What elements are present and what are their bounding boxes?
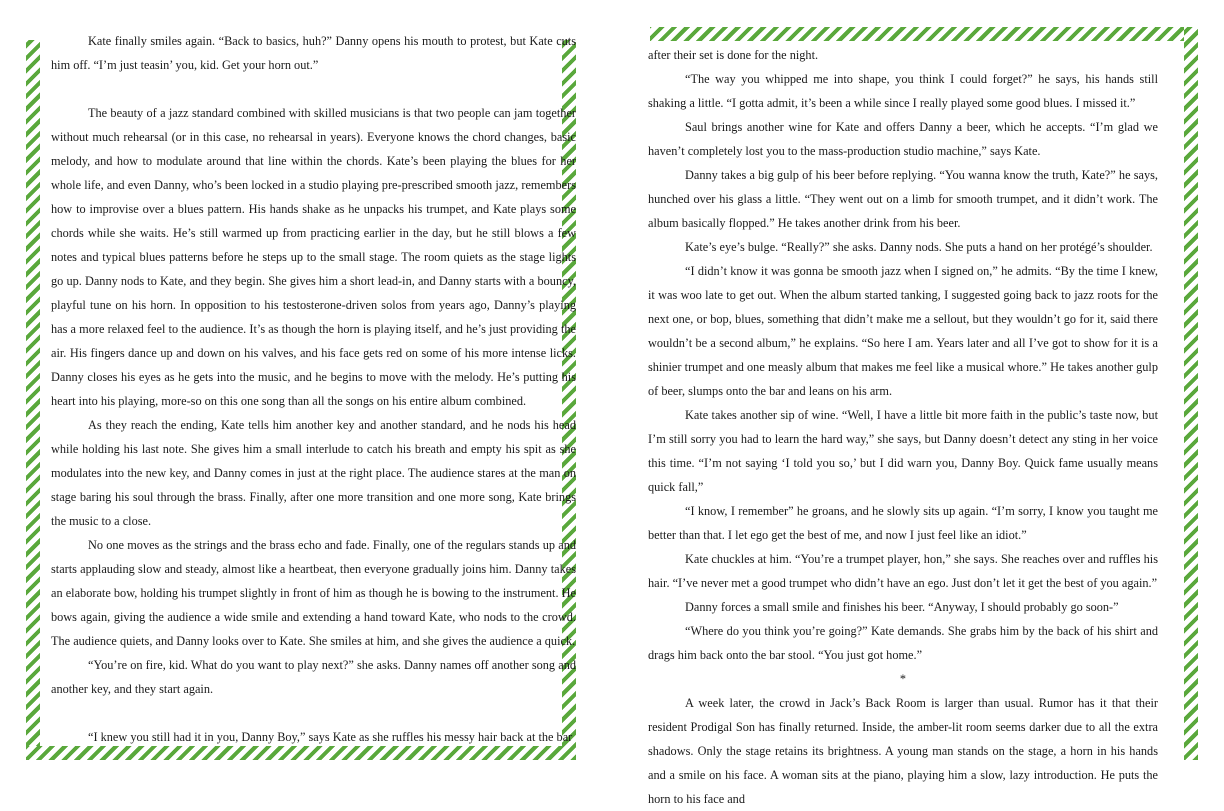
paragraph: Kate finally smiles again. “Back to basics, huh?” Danny opens his mouth to protest, but Kate cuts him off. “I’m just teasin’ you, kid. Get your horn out.”	[51, 34, 576, 72]
paragraph: A week later, the crowd in Jack’s Back Room is larger than usual. Rumor has it that their resident Prodigal Son has finally returned. Inside, the amber-lit room seems darker due to all the extra shadows. Only the stage retains its brightness. A young man stands on the stage, a horn in his hands and a smile on his face. A woman sits at the piano, playing him a slow, lazy introduction. He puts the horn to his face and	[648, 696, 1158, 806]
paragraph: Saul brings another wine for Kate and offers Danny a beer, which he accepts. “I’m glad we haven’t completely lost you to the mass-production studio machine,” says Kate.	[648, 120, 1158, 158]
paragraph: “You’re on fire, kid. What do you want to play next?” she asks. Danny names off another song and another key, and they start again.	[51, 658, 576, 696]
paragraph: As they reach the ending, Kate tells him another key and another standard, and he nods his head while holding his last note. She gives him a small interlude to catch his breath and empty his spit as she modulates into the new key, and Danny comes in just at the right place. The audience stares at the man on stage baring his soul through the brass. Finally, after one more transition and one more song, Kate brings the music to a close.	[51, 418, 576, 528]
paragraph-gap	[51, 77, 576, 101]
paragraph: “I didn’t know it was gonna be smooth jazz when I signed on,” he admits. “By the time I knew, it was woo late to get out. When the album started tanking, I suggested going back to jazz roots for the next one, or bop, blues, something that didn’t make me a sellout, but they wouldn’t go for it, said there wouldn’t be a second album,” he explains. “So here I am. Years later and all I’ve got to show for it is a shinier trumpet and one measly album that makes me feel like a musical whore.” He takes another gulp of beer, slumps onto the bar and leans on his arm.	[648, 264, 1158, 398]
right-page-border-top	[650, 27, 1198, 41]
left-page	[51, 29, 576, 749]
paragraph: “The way you whipped me into shape, you think I could forget?” he says, his hands still shaking a little. “I gotta admit, it’s been a while since I really played some good blues. I missed it.”	[648, 72, 1158, 110]
paragraph: Kate’s eye’s bulge. “Really?” she asks. Danny nods. She puts a hand on her protégé’s shoulder.	[685, 240, 1153, 254]
left-page-border-left	[26, 40, 40, 760]
right-page-border-right	[1184, 27, 1198, 760]
paragraph: No one moves as the strings and the brass echo and fade. Finally, one of the regulars stands up and starts applauding slow and steady, almost like a heartbeat, then everyone gradually joins him. Danny takes an elaborate bow, holding his trumpet slightly in front of him as though he is bowing to the instrument. He bows again, giving the audience a wide smile and extending a hand toward Kate, who nods to the crowd. The audience quiets, and Danny looks over to Kate. She smiles at him, and she gives the audience a quick.	[51, 538, 576, 648]
paragraph: “I knew you still had it in you, Danny Boy,” says Kate as she ruffles his messy hair back at the bar	[88, 730, 573, 744]
paragraph: “Where do you think you’re going?” Kate demands. She grabs him by the back of his shirt and drags him back onto the bar stool. “You just got home.”	[648, 624, 1158, 662]
paragraph: “I know, I remember” he groans, and he slowly sits up again. “I’m sorry, I know you taught me better than that. I let ego get the best of me, and now I just feel like an idiot.”	[648, 504, 1158, 542]
paragraph: Kate chuckles at him. “You’re a trumpet player, hon,” she says. She reaches over and ruffles his hair. “I’ve never met a good trumpet who didn’t have an ego. Just don’t let it get the best of you again.”	[648, 552, 1158, 590]
scene-break: *	[899, 672, 907, 686]
paragraph: Danny forces a small smile and finishes his beer. “Anyway, I should probably go soon-”	[685, 600, 1119, 614]
paragraph-gap	[51, 701, 576, 725]
paragraph: after their set is done for the night.	[648, 48, 819, 62]
paragraph: Danny takes a big gulp of his beer before replying. “You wanna know the truth, Kate?” he says, hunched over his glass a little. “They went out on a limb for smooth trumpet, and it didn’t work. The album basically flopped.” He takes another drink from his beer.	[648, 168, 1158, 230]
paragraph: The beauty of a jazz standard combined with skilled musicians is that two people can jam together without much rehearsal (or in this case, no rehearsal in years). Everyone knows the chord changes, basic melody, and how to modulate around that line within the chords. Kate’s been playing the blues for her whole life, and even Danny, who’s been locked in a studio playing pre-prescribed smooth jazz, remembers how to improvise over a blues pattern. His hands shake as he unpacks his trumpet, and Kate plays some chords while she waits. He’s still warmed up from practicing earlier in the day, but he still blows a few notes and typical blues patterns before he steps up to the small stage. The room quiets as the stage lights go up. Danny nods to Kate, and they begin. She gives him a short lead-in, and Danny starts with a bouncy, playful tune on his horn. In opposition to his testosterone-driven solos from years ago, Danny’s playing has a more relaxed feel to the audience. It’s as though the horn is playing itself, and he’s just providing the air. His fingers dance up and down on his valves, and his face gets red on some of his more intense licks. Danny closes his eyes as he gets into the music, and he begins to move with the melody. He’s putting his heart into his playing, more-so on this one song than all the songs on his entire album combined.	[51, 106, 576, 408]
right-page	[648, 43, 1158, 811]
paragraph: Kate takes another sip of wine. “Well, I have a little bit more faith in the public’s taste now, but I’m still sorry you had to learn the hard way,” she says, but Danny doesn’t detect any sting in her voice this time. “I’m not saying ‘I told you so,’ but I did warn you, Danny Boy. Quick fame usually means quick fall,”	[648, 408, 1158, 494]
